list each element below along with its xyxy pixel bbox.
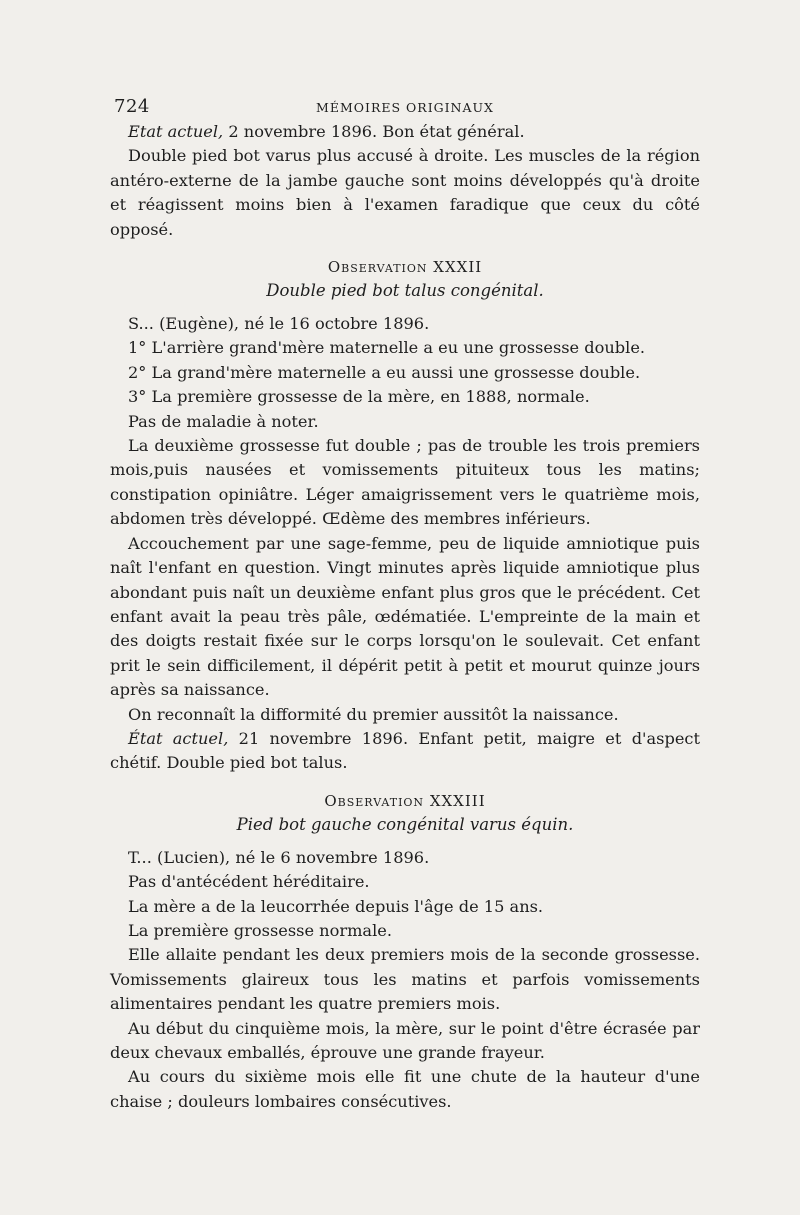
- obs32-paragraph: Pas de maladie à noter.: [128, 411, 319, 431]
- etat-actuel-label: Etat actuel,: [128, 122, 224, 141]
- obs32-paragraph: S... (Eugène), né le 16 octobre 1896.: [128, 314, 430, 334]
- obs32-etat-text: 21 novembre 1896. Enfant petit, maigre et d'aspect chétif. Double pied bot talus.: [110, 728, 700, 773]
- page-number: 724: [114, 96, 150, 117]
- obs33-paragraph: Au début du cinquième mois, la mère, sur le point d'être écrasée par deux chevaux emballés, éprouve une grande frayeur.: [110, 1018, 700, 1062]
- obs33-paragraph: La première grossesse normale.: [128, 920, 392, 940]
- running-head: MÉMOIRES ORIGINAUX: [316, 100, 494, 115]
- obs32-paragraph: 2° La grand'mère maternelle a eu aussi une grossesse double.: [128, 362, 641, 382]
- observation-32-subtitle: Double pied bot talus congénital.: [266, 281, 544, 301]
- obs33-paragraph: Pas d'antécédent héréditaire.: [128, 872, 370, 892]
- obs32-paragraph: On reconnaît la difformité du premier aussitôt la naissance.: [128, 704, 619, 724]
- intro-paragraph: Double pied bot varus plus accusé à droite. Les muscles de la région antéro-externe de la jambe gauche sont moins développés qu'à droite et réagissent moins bien à l'examen faradique que ceux du côté opposé.: [110, 146, 700, 239]
- obs33-paragraph: La mère a de la leucorrhée depuis l'âge de 15 ans.: [128, 896, 544, 916]
- obs32-paragraph: La deuxième grossesse fut double ; pas de trouble les trois premiers mois,puis nausées et vomissements pituiteux tous les matins; constipation opiniâtre. Léger amaigrissement vers le quatrième mois, abdomen très développé. Œdème des membres inférieurs.: [110, 436, 700, 529]
- obs33-paragraph: Au cours du sixième mois elle fit une chute de la hauteur d'une chaise ; douleurs lombaires consécutives.: [110, 1067, 700, 1111]
- observation-33-title: Observation XXXIII: [324, 791, 486, 810]
- obs33-paragraph: T... (Lucien), né le 6 novembre 1896.: [128, 847, 430, 867]
- obs32-paragraph: 1° L'arrière grand'mère maternelle a eu une grossesse double.: [128, 338, 646, 358]
- etat-actuel-text: 2 novembre 1896. Bon état général.: [223, 122, 525, 141]
- page-header: [110, 84, 700, 120]
- obs32-etat-label: État actuel,: [128, 728, 229, 748]
- obs33-paragraph: Elle allaite pendant les deux premiers mois de la seconde grossesse. Vomissements glaireux tous les matins et parfois vomissements alimentaires pendant les quatre premiers mois.: [110, 945, 700, 1014]
- observation-33-subtitle: Pied bot gauche congénital varus équin.: [236, 814, 574, 834]
- observation-32-title: Observation XXXII: [327, 258, 483, 277]
- obs32-etat-actuel: [110, 727, 700, 776]
- intro-etat-actuel: [110, 120, 700, 144]
- obs32-paragraph: Accouchement par une sage-femme, peu de liquide amniotique puis naît l'enfant en question. Vingt minutes après liquide amniotique plus abondant puis naît un deuxième enfant plus gros que le précédent. Cet enfant avait la peau très pâle, œdématiée. L'empreinte de la main et des doigts restait fixée sur le corps lorsqu'on le soulevait. Cet enfant prit le sein difficilement, il dépérit petit à petit et mourut quinze jours après sa naissance.: [110, 533, 700, 700]
- obs32-paragraph: 3° La première grossesse de la mère, en 1888, normale.: [128, 387, 590, 407]
